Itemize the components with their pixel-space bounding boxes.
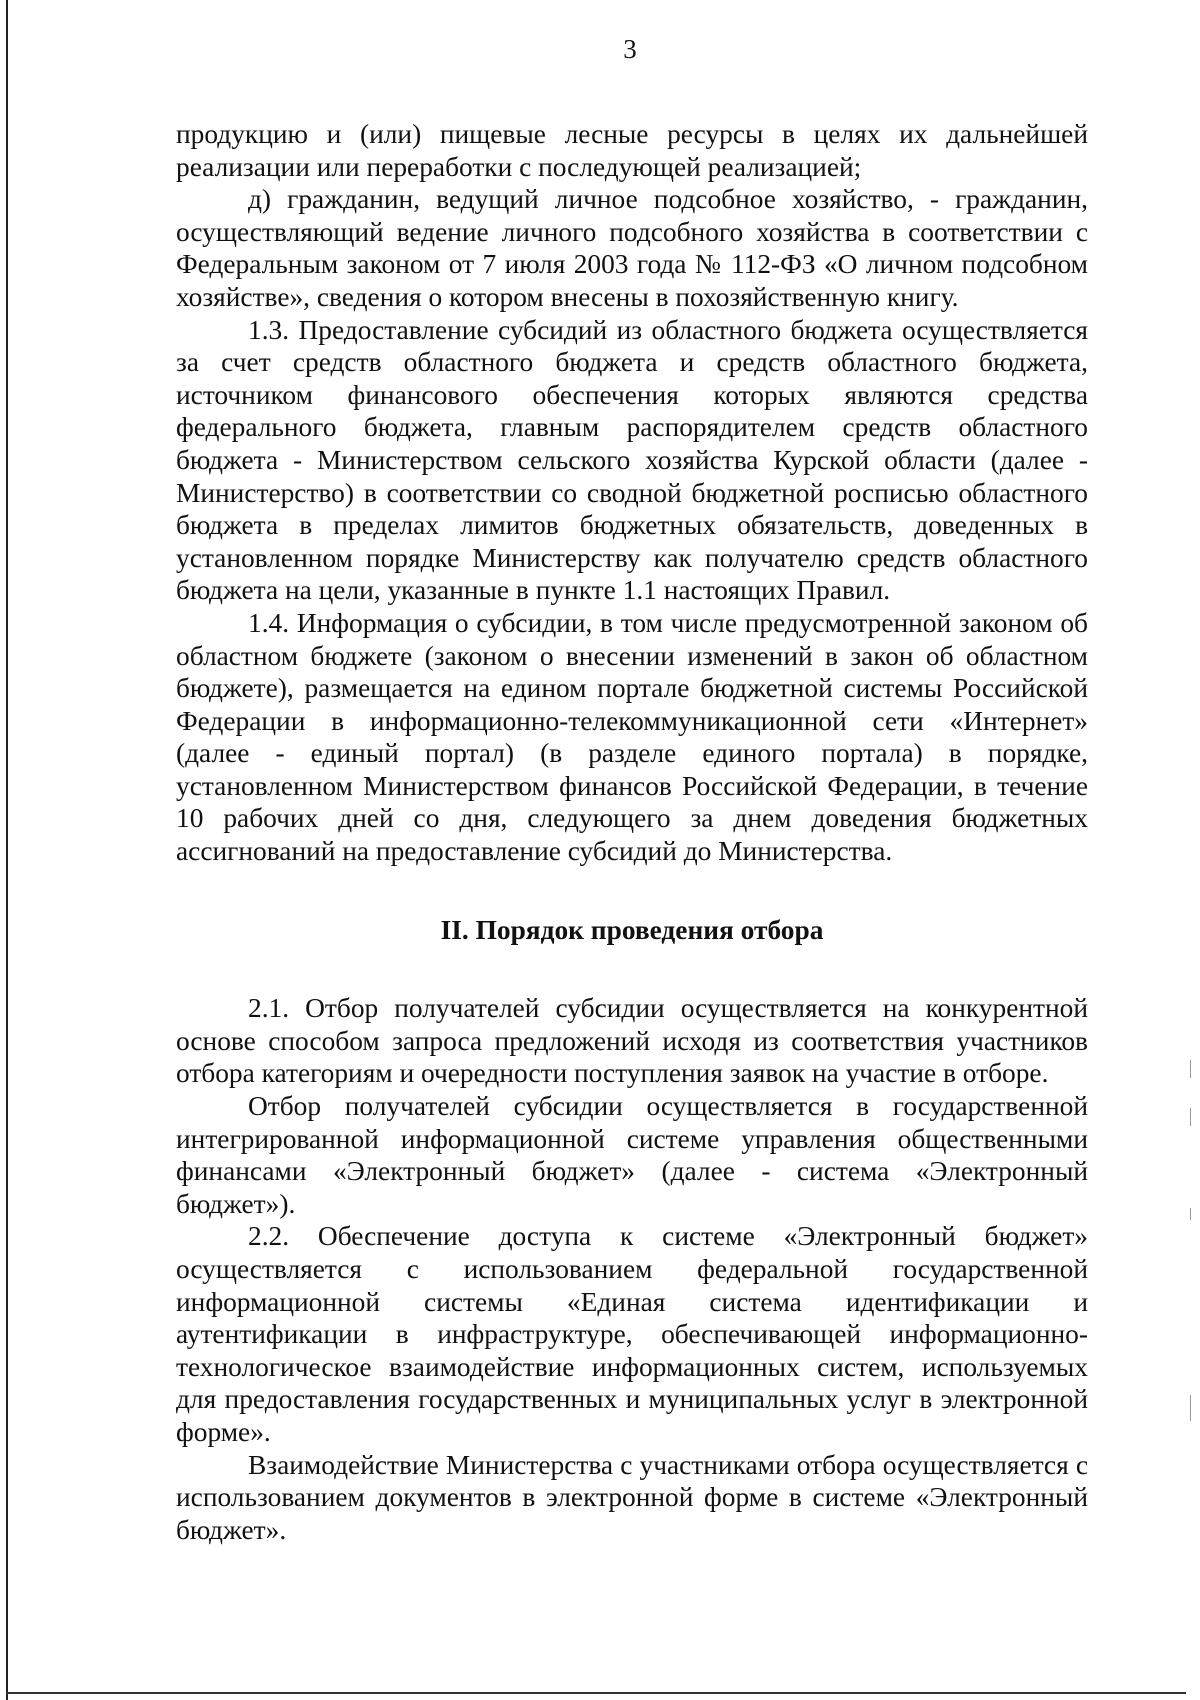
document-body <box>176 118 1088 1546</box>
scan-artifact <box>1190 1208 1191 1220</box>
scan-artifact <box>1190 1060 1191 1078</box>
scan-bottom-edge <box>6 1692 1186 1694</box>
paragraph: 1.4. Информация о субсидии, в том числе предусмотренной законом об областном бюджете (законом о внесении изменений в закон об областном бюджете), размещается на едином портале бюджетной системы Российской Федерации в информационно-телекоммуникационной сети «Интернет» (далее - единый портал) (в разделе единого портала) в порядке, установленном Министерством финансов Российской Федерации, в течение 10 рабочих дней со дня, следующего за днем доведения бюджетных ассигнований на предоставление субсидий до Министерства. <box>176 607 1088 867</box>
page-number: 3 <box>623 34 637 64</box>
paragraph: 2.1. Отбор получателей субсидии осуществляется на конкурентной основе способом запроса предложений исходя из соответствия участников отбора категориям и очередности поступления заявок на участие в отборе. <box>176 993 1088 1089</box>
scan-left-edge <box>6 0 8 1700</box>
paragraph: продукцию и (или) пищевые лесные ресурсы в целях их дальнейшей реализации или переработки с последующей реализацией; <box>176 119 1088 182</box>
paragraph: 1.3. Предоставление субсидий из областного бюджета осуществляется за счет средств областного бюджета и средств областного бюджета, источником финансового обеспечения которых являются средства федерального бюджета, главным распорядителем средств областного бюджета - Министерством сельского хозяйства Курской области (далее - Министерство) в соответствии со сводной бюджетной росписью областного бюджета в пределах лимитов бюджетных обязательств, доведенных в установленном порядке Министерству как получателю средств областного бюджета на цели, указанные в пункте 1.1 настоящих Правил. <box>176 314 1088 606</box>
paragraph: Отбор получателей субсидии осуществляется в государственной интегрированной информационной системе управления общественными финансами «Электронный бюджет» (далее - система «Электронный бюджет»). <box>176 1091 1088 1219</box>
paragraph: 2.2. Обеспечение доступа к системе «Электронный бюджет» осуществляется с использованием федеральной государственной информационной системы «Единая система идентификации и аутентификации в инфраструктуре, обеспечивающей информационно-технологическое взаимодействие информационных систем, используемых для предоставления государственных и муниципальных услуг в электронной форме». <box>176 1221 1088 1447</box>
paragraph: д) гражданин, ведущий личное подсобное хозяйство, - гражданин, осуществляющий ведение личного подсобного хозяйства в соответствии с Федеральным законом от 7 июля 2003 года № 112-ФЗ «О личном подсобном хозяйстве», сведения о котором внесены в похозяйственную книгу. <box>176 184 1088 312</box>
scan-artifact <box>1190 1395 1191 1421</box>
scan-artifact <box>1190 1108 1191 1126</box>
section-heading: II. Порядок проведения отбора <box>440 914 824 945</box>
paragraph: Взаимодействие Министерства с участниками отбора осуществляется с использованием документов в электронной форме в системе «Электронный бюджет». <box>176 1449 1088 1545</box>
